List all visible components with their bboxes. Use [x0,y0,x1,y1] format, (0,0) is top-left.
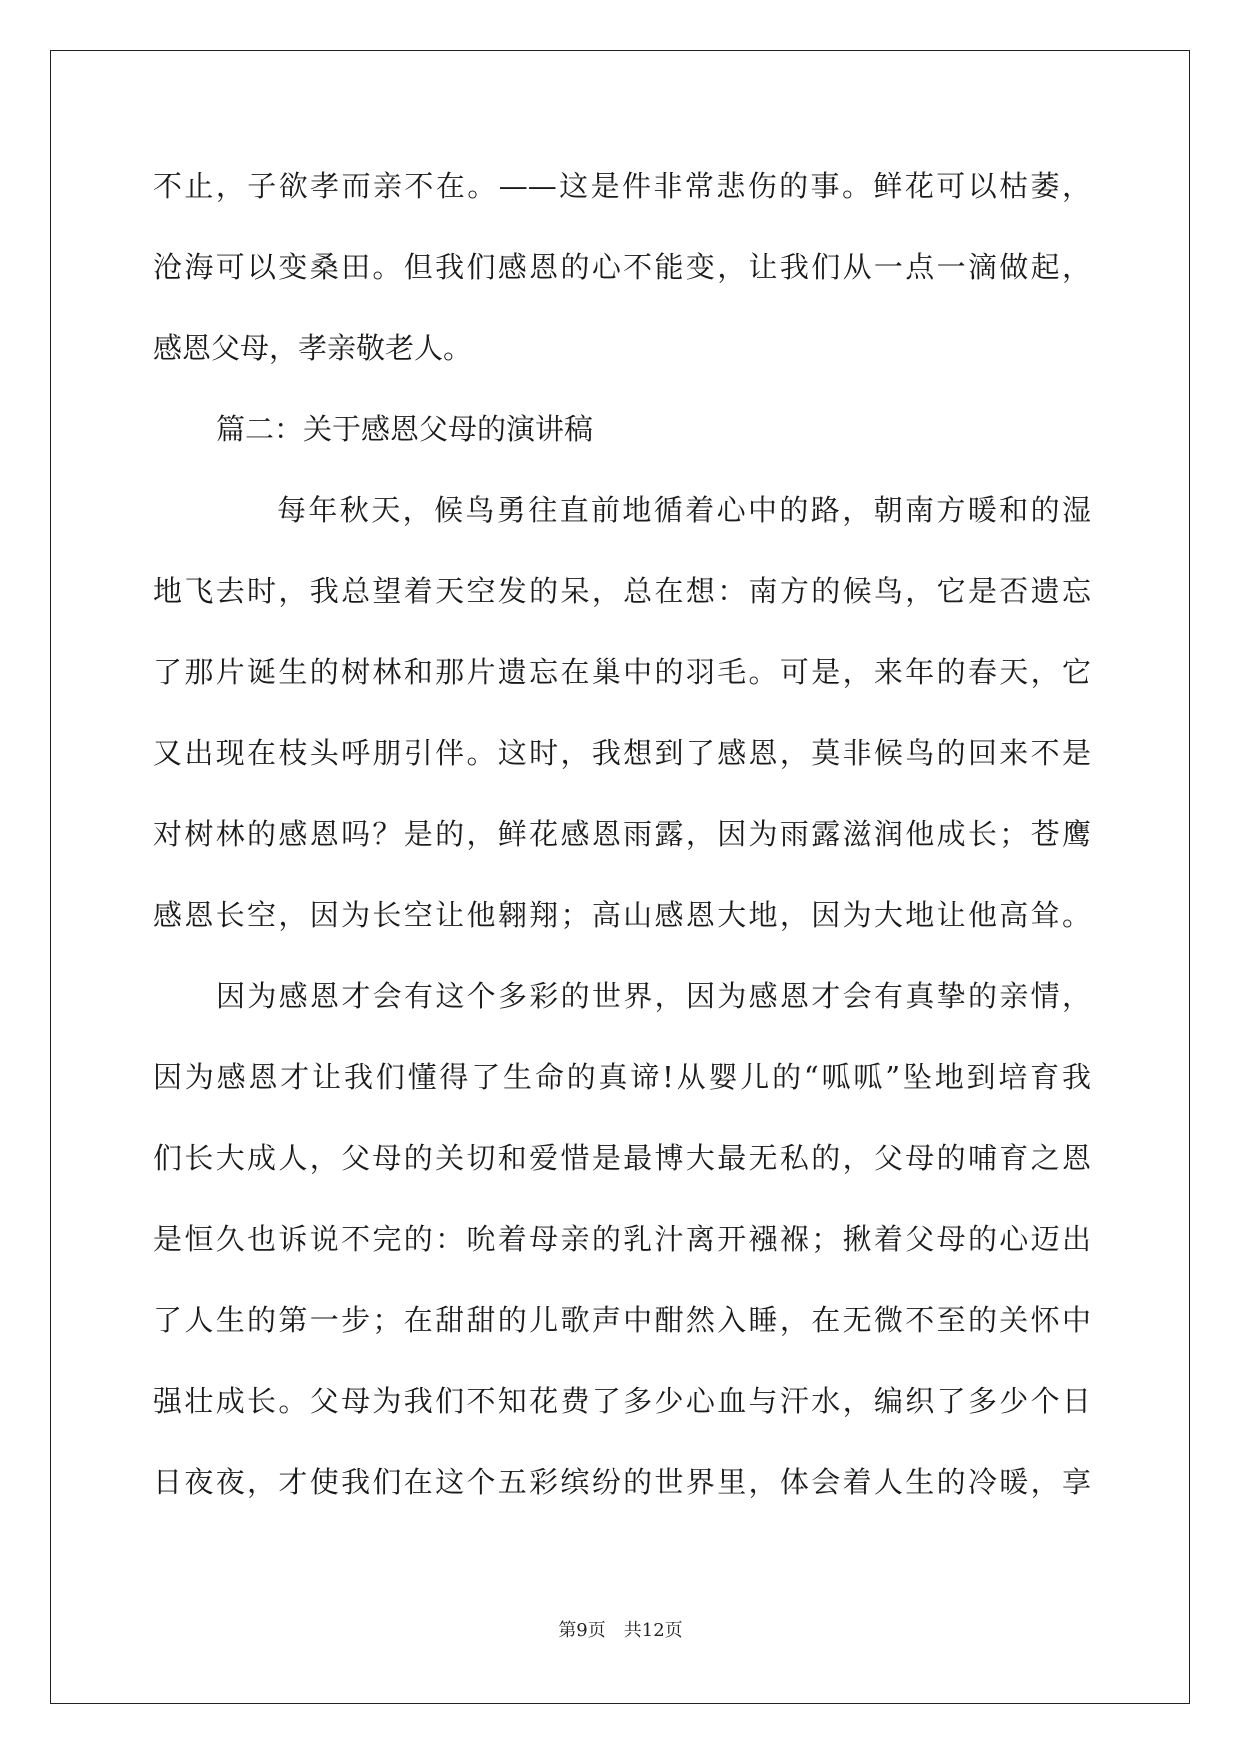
text-line: 感恩父母，孝亲敬老人。 [153,331,473,365]
text-line: 了人生的第一步；在甜甜的儿歌声中酣然入睡，在无微不至的关怀中 [153,1303,1091,1337]
text-line: 感恩长空，因为长空让他翱翔；高山感恩大地，因为大地让他高耸。 [153,898,1091,932]
text-line: 又出现在枝头呼朋引伴。这时，我想到了感恩，莫非候鸟的回来不是 [153,736,1091,770]
text-line: 对树林的感恩吗？是的，鲜花感恩雨露，因为雨露滋润他成长；苍鹰 [153,817,1091,851]
text-line: 们长大成人，父母的关切和爱惜是最博大最无私的，父母的哺育之恩 [153,1141,1091,1175]
text-line: 每年秋天，候鸟勇往直前地循着心中的路，朝南方暖和的湿 [277,493,1091,527]
text-line: 是恒久也诉说不完的：吮着母亲的乳汁离开襁褓；揪着父母的心迈出 [153,1222,1091,1256]
text-line: 沧海可以变桑田。但我们感恩的心不能变，让我们从一点一滴做起， [153,250,1091,284]
text-line: 地飞去时，我总望着天空发的呆，总在想：南方的候鸟，它是否遗忘 [153,574,1091,608]
page-number-footer: 第9页 共12页 [558,1620,683,1641]
text-line: 不止，子欲孝而亲不在。——这是件非常悲伤的事。鲜花可以枯萎， [153,169,1091,203]
text-line: 因为感恩才会有这个多彩的世界，因为感恩才会有真挚的亲情， [216,979,1091,1013]
section-heading: 篇二：关于感恩父母的演讲稿 [216,412,594,446]
text-line: 因为感恩才让我们懂得了生命的真谛!从婴儿的“呱呱”坠地到培育我 [153,1060,1091,1094]
text-line: 强壮成长。父母为我们不知花费了多少心血与汗水，编织了多少个日 [153,1384,1091,1418]
text-line: 日夜夜，才使我们在这个五彩缤纷的世界里，体会着人生的冷暖，享 [153,1465,1091,1499]
document-body [153,146,1091,1523]
text-line: 了那片诞生的树林和那片遗忘在巢中的羽毛。可是，来年的春天，它 [153,655,1091,689]
